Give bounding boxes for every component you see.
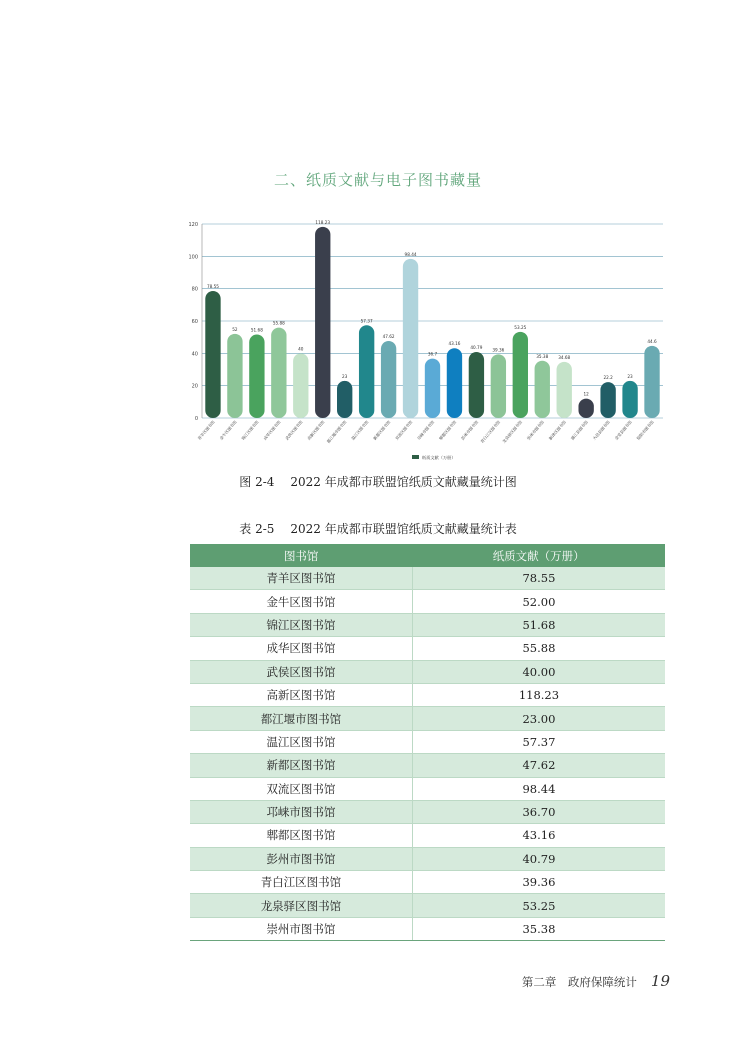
data-label: 47.62 — [382, 334, 395, 340]
table-row — [190, 754, 665, 777]
bar — [315, 227, 330, 418]
bar — [622, 381, 637, 418]
x-tick-label: 新津区图书馆 — [547, 419, 567, 442]
x-tick-label: 简阳市图书馆 — [635, 419, 655, 442]
data-label: 34.68 — [558, 354, 571, 360]
data-label: 12 — [583, 391, 589, 397]
header-volumes: 纸质文献（万册） — [412, 544, 665, 567]
volume-value: 55.88 — [412, 637, 665, 660]
volume-value: 57.37 — [412, 730, 665, 753]
figure-caption-text: 2022 年成都市联盟馆纸质文献藏量统计图 — [290, 475, 517, 489]
library-name: 新都区图书馆 — [190, 754, 412, 777]
x-tick-label: 武侯区图书馆 — [284, 419, 304, 442]
volume-value: 118.23 — [412, 683, 665, 706]
library-name: 都江堰市图书馆 — [190, 707, 412, 730]
legend-swatch — [412, 455, 419, 459]
table-row — [190, 800, 665, 823]
page-footer — [522, 972, 670, 990]
table-caption-number: 表 2-5 — [239, 522, 275, 536]
bar — [535, 361, 550, 418]
library-name: 彭州市图书馆 — [190, 847, 412, 870]
table-row — [190, 590, 665, 613]
data-label: 53.25 — [514, 324, 527, 330]
bar — [337, 381, 352, 418]
volume-value: 23.00 — [412, 707, 665, 730]
volume-value: 52.00 — [412, 590, 665, 613]
collection-table — [190, 544, 665, 941]
library-name: 郫都区图书馆 — [190, 824, 412, 847]
library-name: 双流区图书馆 — [190, 777, 412, 800]
y-tick-label: 0 — [194, 416, 198, 422]
figure-caption — [0, 473, 756, 490]
data-label: 35.38 — [536, 353, 549, 359]
data-label: 78.55 — [206, 284, 219, 290]
volume-value: 36.70 — [412, 800, 665, 823]
bar — [447, 348, 462, 418]
bar — [381, 341, 396, 418]
x-tick-label: 高新区图书馆 — [306, 419, 326, 442]
table-row — [190, 730, 665, 753]
x-tick-label: 彭州市图书馆 — [459, 419, 480, 442]
bar — [644, 346, 659, 418]
x-tick-label: 龙泉驿区图书馆 — [501, 419, 524, 445]
bar — [600, 382, 615, 418]
data-label: 98.44 — [404, 251, 417, 257]
data-label: 22.2 — [603, 375, 613, 381]
bar — [227, 334, 242, 418]
bar-chart — [186, 214, 666, 469]
table-row — [190, 660, 665, 683]
volume-value: 53.25 — [412, 894, 665, 917]
table-caption — [0, 520, 756, 537]
y-tick-label: 60 — [191, 319, 198, 325]
x-tick-label: 双流区图书馆 — [394, 419, 414, 442]
figure-caption-number: 图 2-4 — [239, 475, 275, 489]
data-label: 51.68 — [250, 327, 263, 333]
table-caption-text: 2022 年成都市联盟馆纸质文献藏量统计表 — [290, 522, 517, 536]
volume-value: 35.38 — [412, 917, 665, 940]
volume-value: 39.36 — [412, 871, 665, 894]
volume-value: 40.79 — [412, 847, 665, 870]
x-tick-label: 温江区图书馆 — [350, 419, 370, 442]
x-tick-label: 都江堰市图书馆 — [325, 419, 348, 445]
library-name: 成华区图书馆 — [190, 637, 412, 660]
library-name: 龙泉驿区图书馆 — [190, 894, 412, 917]
data-label: 23 — [627, 373, 633, 379]
x-tick-label: 锦江区图书馆 — [240, 419, 260, 442]
chapter-label: 第二章 政府保障统计 — [521, 975, 637, 989]
x-tick-label: 邛崃市图书馆 — [416, 419, 436, 442]
data-label: 52 — [232, 326, 238, 332]
library-name: 温江区图书馆 — [190, 730, 412, 753]
data-label: 44.6 — [647, 338, 657, 344]
x-tick-label: 青羊区图书馆 — [196, 419, 216, 442]
library-name: 崇州市图书馆 — [190, 917, 412, 940]
bar — [557, 362, 572, 418]
page-number: 19 — [650, 972, 670, 990]
library-name: 武侯区图书馆 — [190, 660, 412, 683]
data-label: 36.7 — [427, 351, 438, 357]
bar — [403, 259, 418, 418]
table-row — [190, 871, 665, 894]
x-tick-label: 青白江区图书馆 — [479, 419, 502, 445]
volume-value: 98.44 — [412, 777, 665, 800]
x-tick-label: 蒲江县图书馆 — [569, 419, 589, 442]
library-name: 青白江区图书馆 — [190, 871, 412, 894]
data-label: 57.37 — [360, 318, 373, 324]
bar — [425, 359, 440, 418]
y-tick-label: 120 — [188, 222, 198, 228]
table-row — [190, 824, 665, 847]
table-row — [190, 917, 665, 940]
section-title: 二、纸质文献与电子图书藏量 — [273, 171, 482, 189]
data-label: 40 — [298, 346, 304, 352]
table-row — [190, 637, 665, 660]
bar — [205, 291, 220, 418]
y-tick-label: 80 — [191, 286, 198, 293]
x-tick-label: 金堂县图书馆 — [613, 419, 633, 442]
x-tick-label: 金牛区图书馆 — [218, 419, 238, 442]
volume-value: 40.00 — [412, 660, 665, 683]
data-label: 43.16 — [448, 341, 461, 347]
table-row — [190, 567, 665, 590]
header-library: 图书馆 — [190, 544, 412, 567]
x-tick-label: 成华区图书馆 — [262, 419, 282, 442]
library-name: 高新区图书馆 — [190, 683, 412, 706]
data-label: 39.36 — [492, 347, 505, 353]
y-tick-label: 100 — [188, 254, 198, 261]
table-row — [190, 847, 665, 870]
volume-value: 43.16 — [412, 824, 665, 847]
volume-value: 47.62 — [412, 754, 665, 777]
bar — [249, 334, 264, 418]
legend-label: 纸质文献（万册） — [422, 455, 456, 460]
y-tick-label: 20 — [191, 383, 198, 390]
y-tick-label: 40 — [191, 351, 198, 358]
table-row — [190, 707, 665, 730]
bar — [491, 354, 506, 418]
table-row — [190, 613, 665, 636]
bar — [469, 352, 484, 418]
data-label: 118.23 — [315, 219, 331, 225]
bar — [513, 332, 528, 418]
library-name: 锦江区图书馆 — [190, 613, 412, 636]
library-name: 邛崃市图书馆 — [190, 800, 412, 823]
data-label: 23 — [342, 373, 348, 379]
data-label: 55.88 — [272, 320, 285, 326]
table-header-row — [190, 544, 665, 567]
volume-value: 78.55 — [412, 567, 665, 590]
x-tick-label: 大邑县图书馆 — [591, 419, 611, 442]
table-row — [190, 683, 665, 706]
library-name: 金牛区图书馆 — [190, 590, 412, 613]
x-tick-label: 崇州市图书馆 — [525, 419, 546, 442]
x-tick-label: 郫都区图书馆 — [437, 419, 458, 442]
bar — [578, 399, 593, 418]
table-row — [190, 894, 665, 917]
table-row — [190, 777, 665, 800]
bar — [271, 328, 286, 418]
bar — [293, 353, 308, 418]
library-name: 青羊区图书馆 — [190, 567, 412, 590]
data-label: 40.79 — [470, 345, 483, 351]
bar — [359, 325, 374, 418]
x-tick-label: 新都区图书馆 — [372, 419, 392, 442]
volume-value: 51.68 — [412, 613, 665, 636]
